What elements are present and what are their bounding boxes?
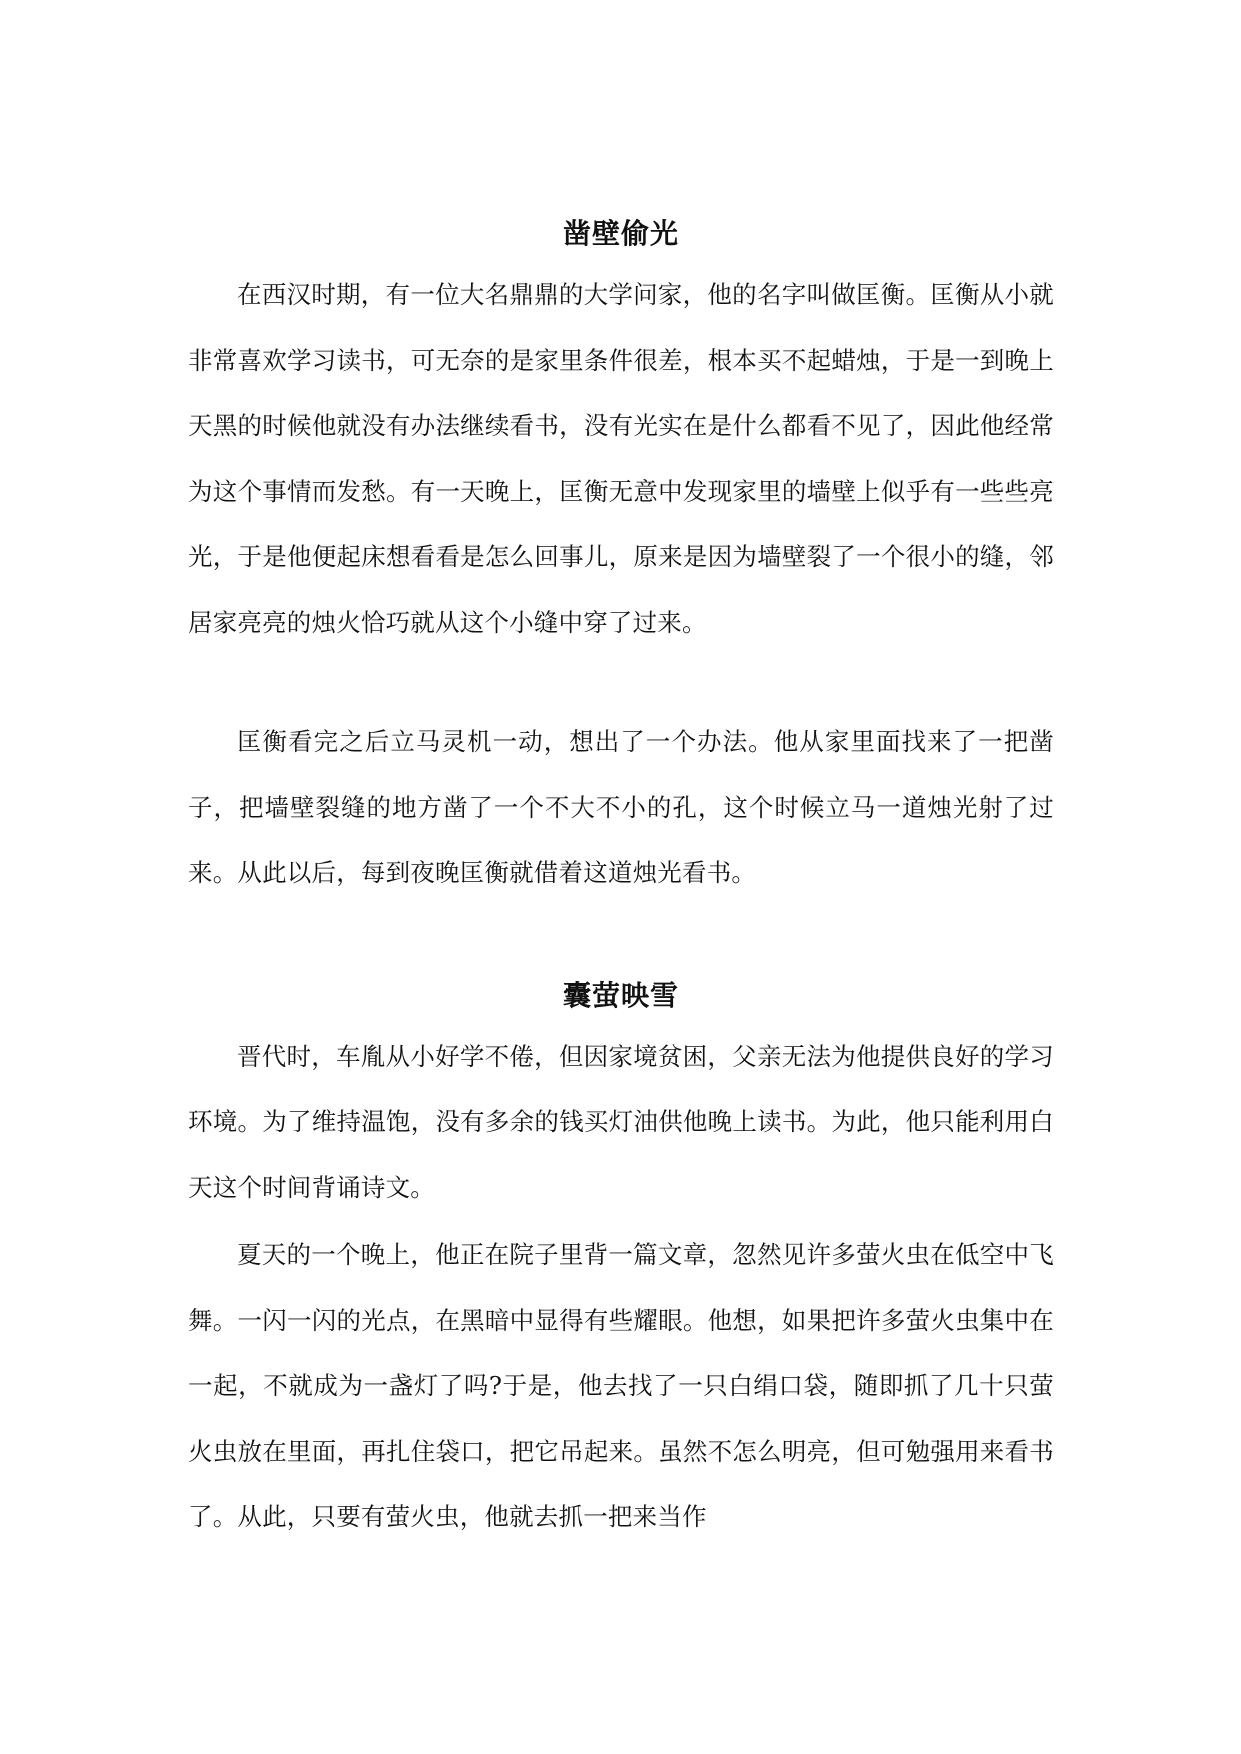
section-2-paragraph-2: 夏天的一个晚上，他正在院子里背一篇文章，忽然见许多萤火虫在低空中飞舞。一闪一闪的光点，在黑暗中显得有些耀眼。他想，如果把许多萤火虫集中在一起，不就成为一盏灯了吗?于是，他去找了一只白绢口袋，随即抓了几十只萤火虫放在里面，再扎住袋口，把它吊起来。虽然不怎么明亮，但可勉强用来看书了。从此，只要有萤火虫，他就去抓一把来当作 [188,1240,1054,1531]
document-body [188,206,1054,1550]
section-spacer [188,906,1054,968]
section-2-paragraph-1: 晋代时，车胤从小好学不倦，但因家境贫困，父亲无法为他提供良好的学习环境。为了维持温饱，没有多余的钱买灯油供他晚上读书。为此，他只能利用白天这个时间背诵诗文。 [188,1041,1054,1202]
section-1-paragraph-2: 匡衡看完之后立马灵机一动，想出了一个办法。他从家里面找来了一把凿子，把墙壁裂缝的地方凿了一个不大不小的孔，这个时候立马一道烛光射了过来。从此以后，每到夜晚匡衡就借着这道烛光看书。 [188,727,1054,887]
section-1-paragraph-1: 在西汉时期，有一位大名鼎鼎的大学问家，他的名字叫做匡衡。匡衡从小就非常喜欢学习读书，可无奈的是家里条件很差，根本买不起蜡烛，于是一到晚上天黑的时候他就没有办法继续看书，没有光实在是什么都看不见了，因此他经常为这个事情而发愁。有一天晚上，匡衡无意中发现家里的墙壁上似乎有一些些亮光，于是他便起床想看看是怎么回事儿，原来是因为墙壁裂了一个很小的缝，邻居家亮亮的烛火恰巧就从这个小缝中穿了过来。 [188,280,1054,637]
section-title-1: 凿壁偷光 [562,217,679,250]
paragraph-spacer [188,655,1054,709]
section-title-2: 囊萤映雪 [562,978,679,1012]
